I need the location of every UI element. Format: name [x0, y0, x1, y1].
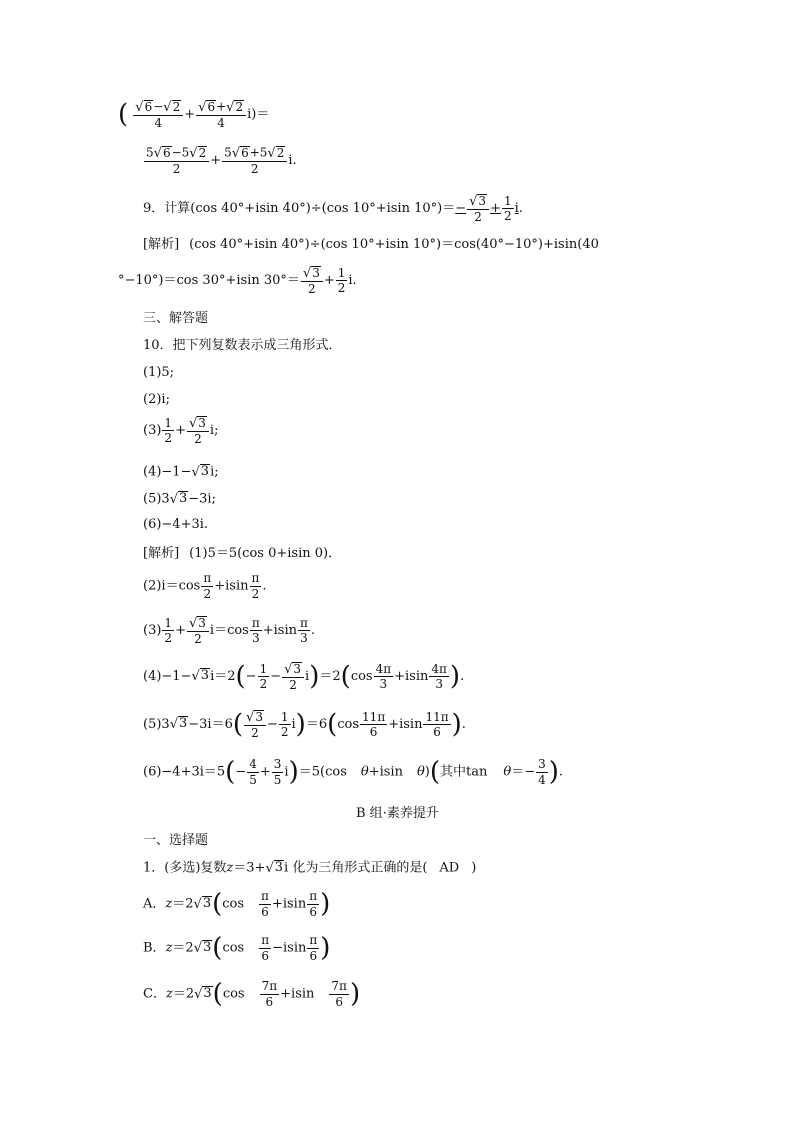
analysis-10-step-6: (6)−4+3i＝5(− $\frac{4}{5}$ + $\frac{3}{5}$ i)＝5(cos θ+isin θ)(其中tan θ＝− $\frac{3}{4}$ ).: [143, 757, 564, 788]
question-10-part-5: (5)3 √ 3 −3i;: [143, 491, 216, 507]
analysis-9-line-2: °−10°)＝cos 30°+isin 30°＝ √ 3 2 + $\frac{1}{2}$ i.: [118, 265, 357, 296]
expr-line-2: 5 √ 6 −5 √ 2 2 + 5 √ 6 +5 √ 2 2 i.: [146, 145, 297, 176]
question-10: 10．把下列复数表示成三角形式．: [143, 338, 342, 353]
question-9-text: 9．计算(cos 40°+isin 40°)÷(cos 10°+isin 10°)＝: [143, 201, 456, 217]
section-heading: 三、解答题: [143, 311, 209, 326]
analysis-10-step-5: (5)3 √ 3 −3i＝6( √ 3 2 − $\frac{1}{2}$ i)＝6(cos $\frac{11\pi}{6}$ +isin $\frac{11\pi}{6}$ ).: [143, 709, 466, 740]
section-heading: 一、选择题: [143, 833, 209, 848]
answer-1: AD: [439, 860, 460, 876]
analysis-10-step-1: [解析] (1)5＝5(cos 0+isin 0)．: [143, 546, 342, 561]
expr-tail: i.: [288, 153, 297, 169]
answer-9: − √ 3 2 + $\frac{1}{2}$ i: [455, 193, 519, 224]
question-10-part-6: (6)−4+3i.: [143, 517, 209, 532]
fraction: 5 √ 6 −5 √ 2 2: [144, 146, 209, 175]
expr-tail: i)＝: [247, 107, 270, 123]
analysis-label: [解析]: [143, 546, 180, 561]
analysis-10-step-2: (2)i＝cos $\frac{\pi}{2}$ +isin $\frac{\pi}{2}$ .: [143, 571, 267, 601]
paren-left: (: [118, 99, 129, 130]
fraction: √ 6 − √ 2 4: [133, 100, 183, 129]
analysis-label: [解析]: [143, 237, 180, 252]
expr-line-1: ( √ 6 − √ 2 4 + √ 6 + √ 2 4 i)＝: [118, 99, 270, 130]
analysis-10-step-4: (4)−1− √ 3 i＝2(− $\frac{1}{2}$ − √ 3 2 i)＝2(cos $\frac{4\pi}{3}$ +isin $\frac{4\pi}{3}$ ).: [143, 661, 465, 692]
group-heading: B 组·素养提升: [356, 806, 439, 821]
fraction: √ 6 + √ 2 4: [196, 100, 246, 129]
option-b: B．z＝2 √ 3 (cos $\frac{\pi}{6}$ −isin $\frac{\pi}{6}$ ): [143, 933, 331, 964]
option-c: C．z＝2 √ 3 (cos $\frac{7\pi}{6}$ +isin $\frac{7\pi}{6}$ ): [143, 979, 361, 1010]
analysis-9-line-1: [解析] (cos 40°+isin 40°)÷(cos 10°+isin 10°)＝cos(40°−10°)+isin(40: [143, 237, 599, 252]
analysis-10-step-3: (3) $\frac{1}{2}$ + √ 3 2 i＝cos $\frac{\pi}{3}$ +isin $\frac{\pi}{3}$ .: [143, 615, 316, 646]
fraction: 5 √ 6 +5 √ 2 2: [222, 146, 287, 175]
question-10-part-3: (3) $\frac{1}{2}$ + √ 3 2 i;: [143, 415, 219, 446]
question-9: 9．计算(cos 40°+isin 40°)÷(cos 10°+isin 10°)＝− √ 3 2 + $\frac{1}{2}$ i.: [143, 193, 523, 224]
option-a: A．z＝2 √ 3 (cos $\frac{\pi}{6}$ +isin $\frac{\pi}{6}$ ): [143, 889, 331, 920]
question-10-part-4: (4)−1− √ 3 i;: [143, 464, 219, 480]
question-10-part-1: (1)5;: [143, 365, 175, 380]
question-10-part-2: (2)i;: [143, 392, 170, 407]
question-1: 1．(多选)复数z＝3+ √ 3 i 化为三角形式正确的是( AD ): [143, 860, 477, 876]
